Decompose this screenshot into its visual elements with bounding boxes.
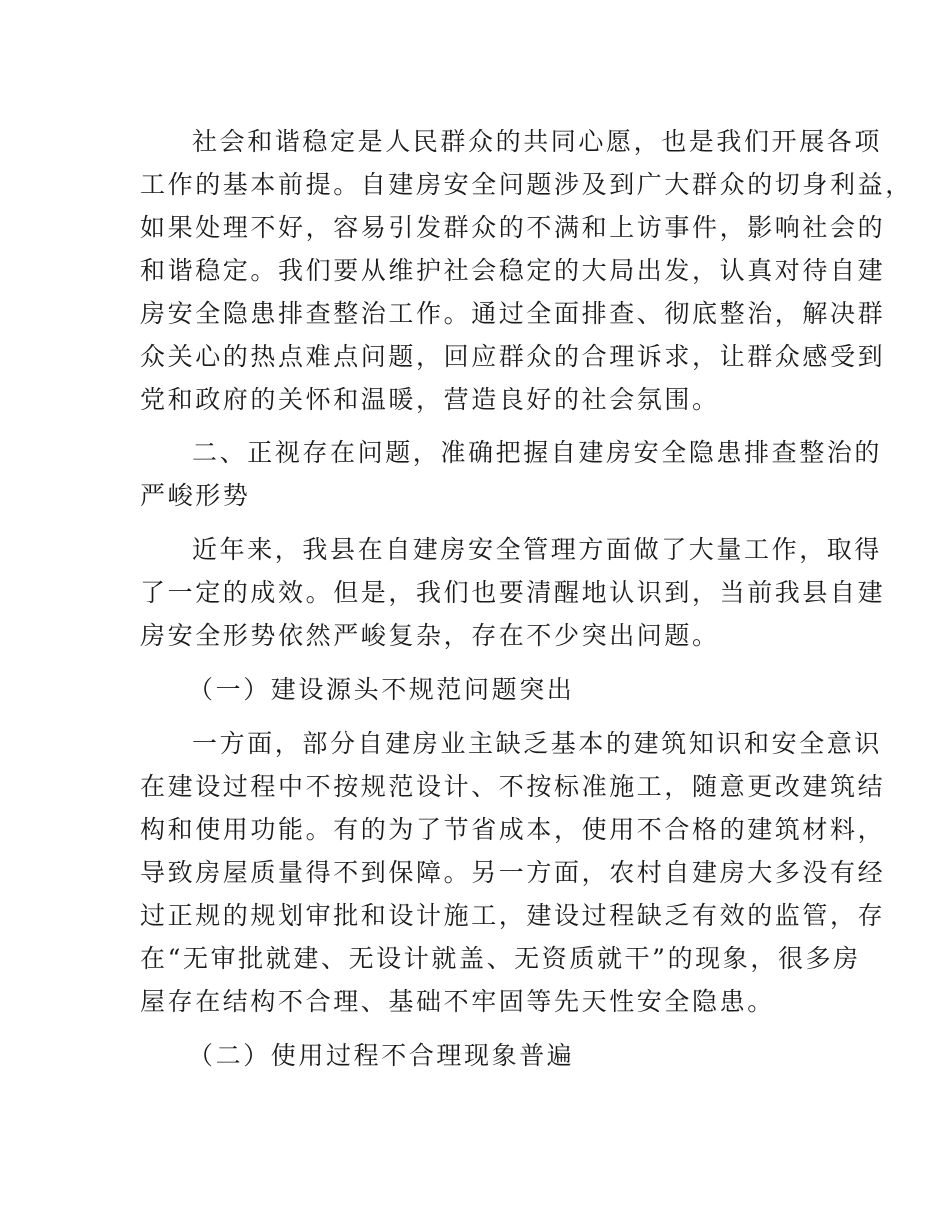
paragraph-line: 过正规的规划审批和设计施工，建设过程缺乏有效的监管，存 bbox=[140, 901, 886, 930]
paragraph-line: 和谐稳定。我们要从维护社会稳定的大局出发，认真对待自建 bbox=[140, 256, 886, 285]
paragraph-line: 众关心的热点难点问题，回应群众的合理诉求，让群众感受到 bbox=[140, 342, 886, 371]
heading-line: 严峻形势 bbox=[140, 481, 251, 510]
paragraph-line: 党和政府的关怀和温暖，营造良好的社会氛围。 bbox=[140, 385, 720, 414]
paragraph-line: 房安全形势依然严峻复杂，存在不少突出问题。 bbox=[140, 621, 720, 650]
paragraph-line: 如果处理不好，容易引发群众的不满和上访事件，影响社会的 bbox=[140, 213, 886, 242]
paragraph-line: 房安全隐患排查整治工作。通过全面排查、彻底整治，解决群 bbox=[140, 299, 886, 328]
heading-line: 二、正视存在问题，准确把握自建房安全隐患排查整治的 bbox=[192, 438, 883, 467]
paragraph-line: 在“无审批就建、无设计就盖、无资质就干”的现象，很多房 bbox=[140, 944, 861, 973]
paragraph-line: 社会和谐稳定是人民群众的共同心愿，也是我们开展各项 bbox=[192, 127, 883, 156]
paragraph-line: 工作的基本前提。自建房安全问题涉及到广大群众的切身利益， bbox=[140, 170, 913, 199]
paragraph-line: 一方面，部分自建房业主缺乏基本的建筑知识和安全意识 bbox=[192, 729, 883, 758]
paragraph-line: 屋存在结构不合理、基础不牢固等先天性安全隐患。 bbox=[140, 987, 775, 1016]
paragraph-line: 近年来，我县在自建房安全管理方面做了大量工作，取得 bbox=[192, 535, 883, 564]
paragraph-line: 构和使用功能。有的为了节省成本，使用不合格的建筑材料， bbox=[140, 815, 886, 844]
paragraph-line: 导致房屋质量得不到保障。另一方面，农村自建房大多没有经 bbox=[140, 858, 886, 887]
paragraph-line: 在建设过程中不按规范设计、不按标准施工，随意更改建筑结 bbox=[140, 772, 886, 801]
subheading-construction-source: （一）建设源头不规范问题突出 bbox=[188, 675, 575, 704]
subheading-usage-process: （二）使用过程不合理现象普遍 bbox=[188, 1041, 575, 1070]
paragraph-line: 了一定的成效。但是，我们也要清醒地认识到，当前我县自建 bbox=[140, 578, 886, 607]
